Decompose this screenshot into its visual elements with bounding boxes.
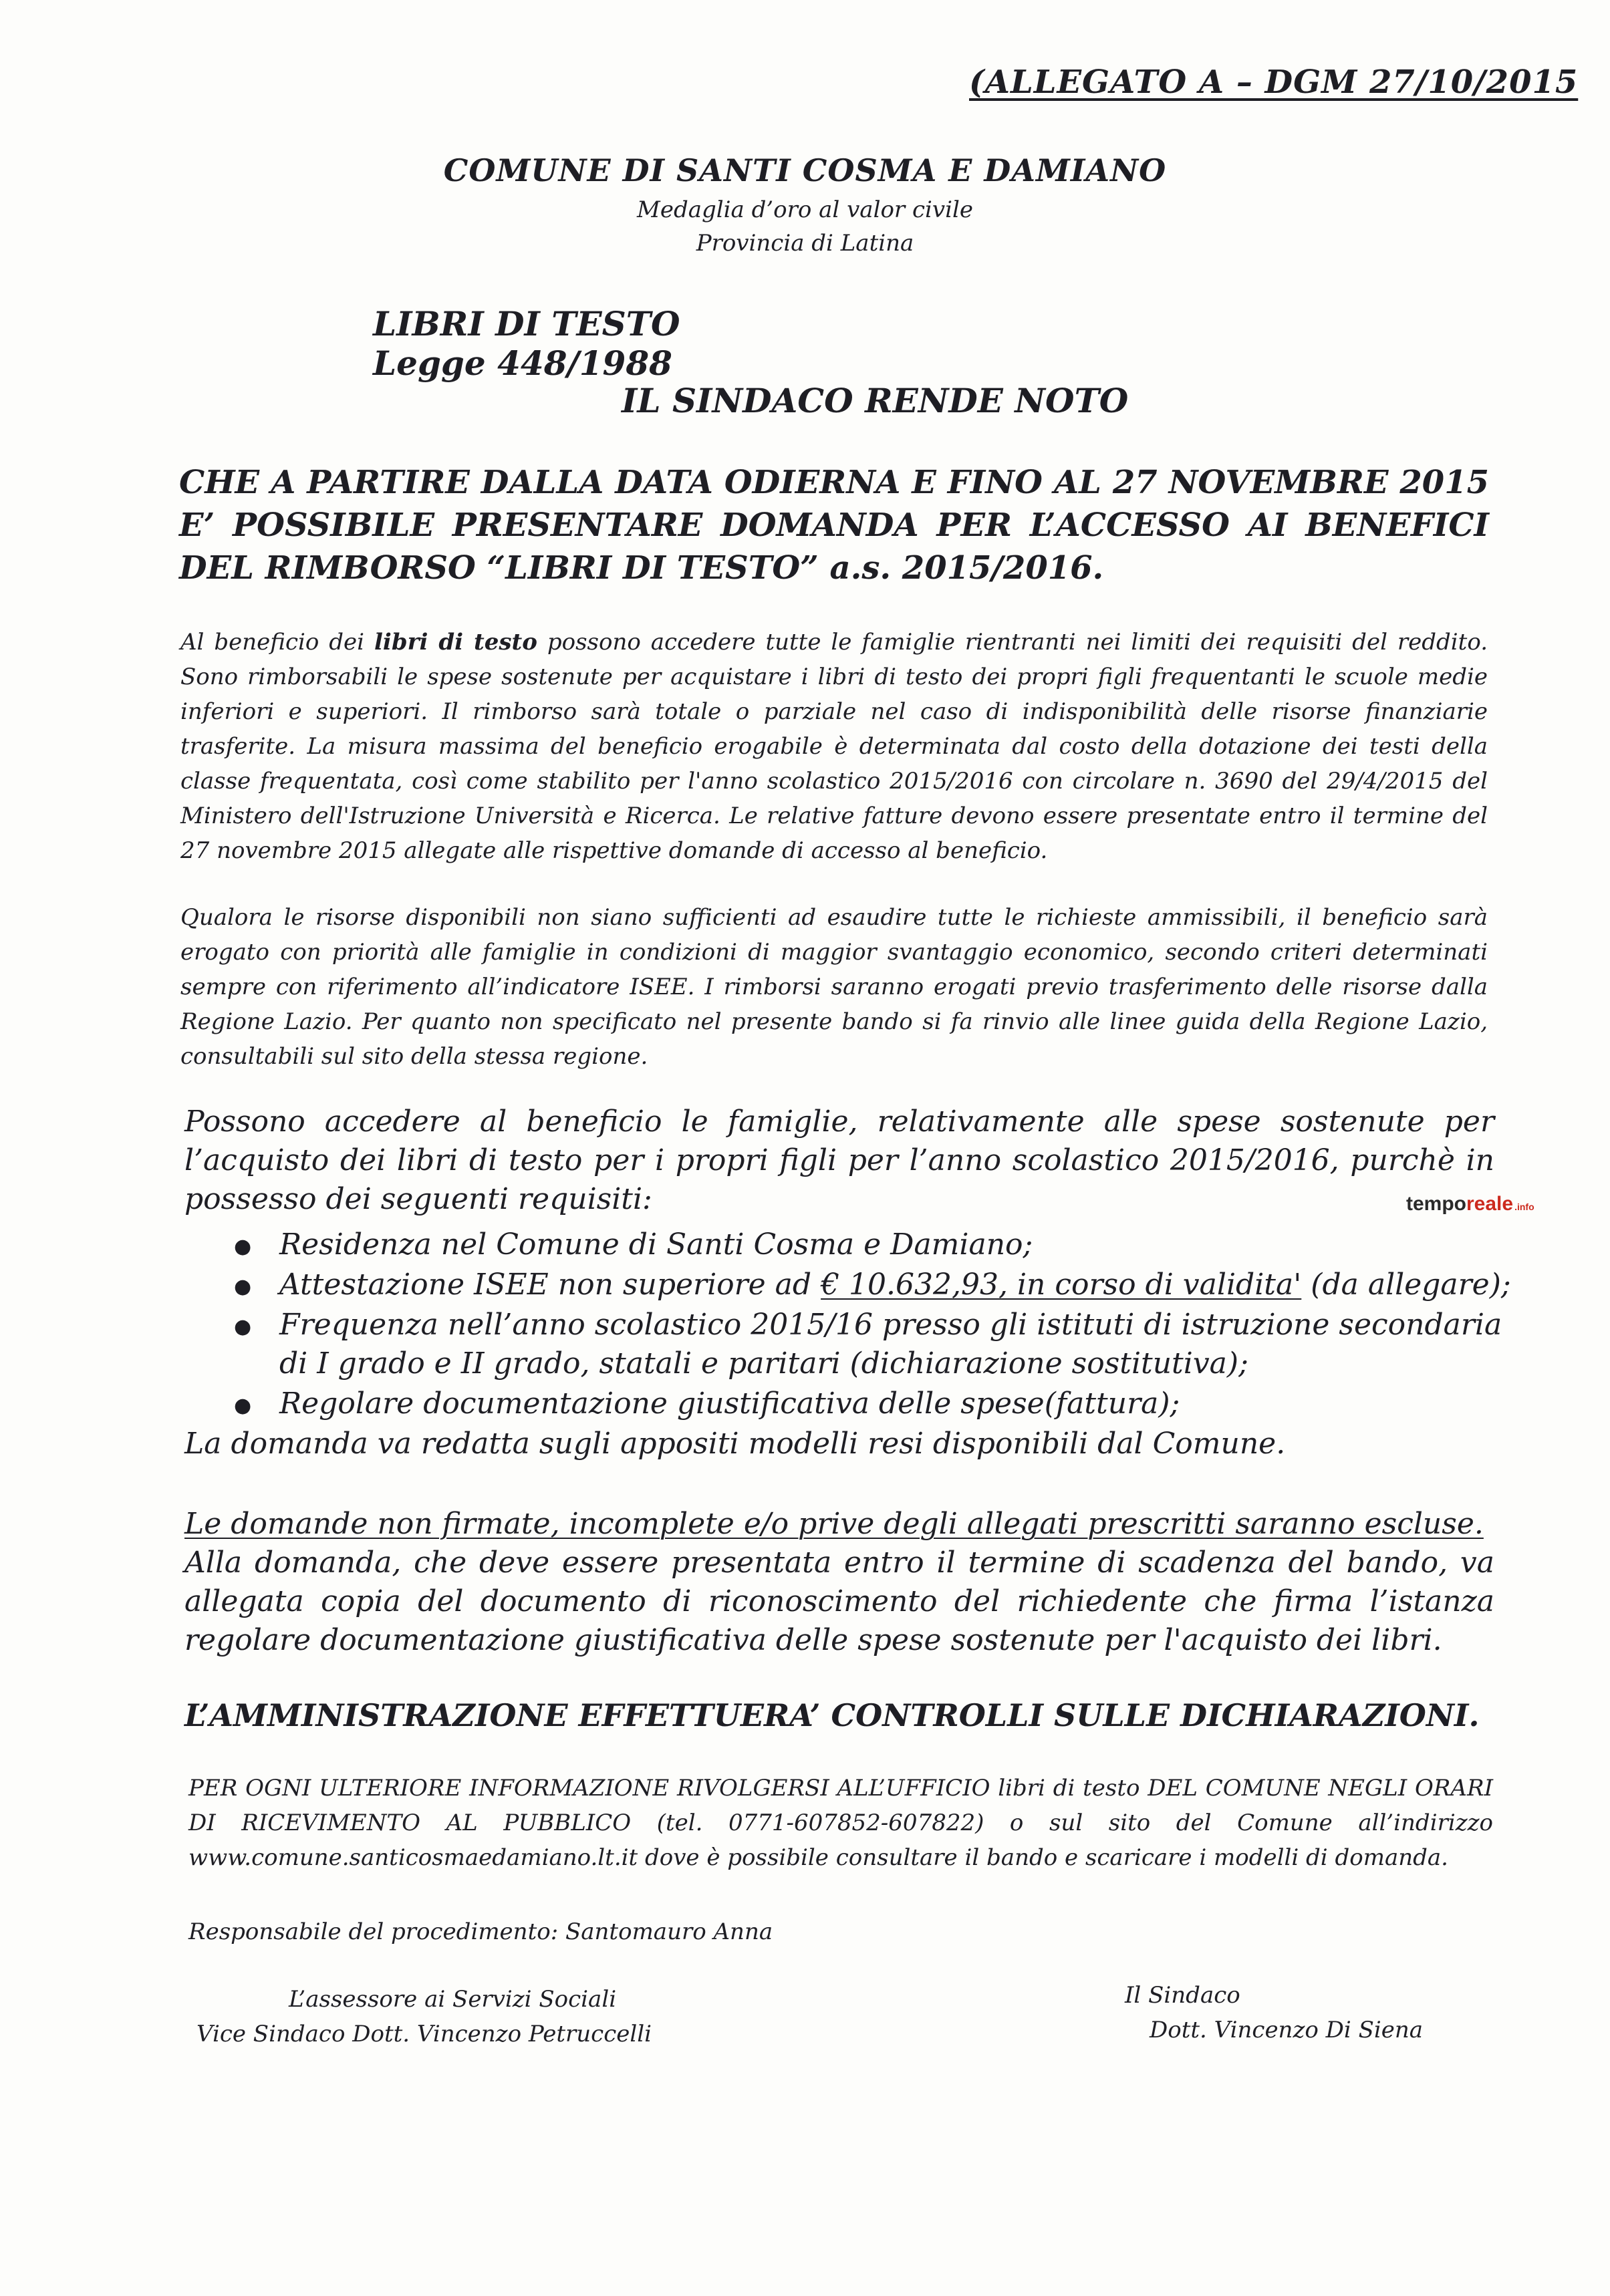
requirement-item xyxy=(234,1385,1180,1425)
exclusion-notice: Le domande non firmate, incomplete e/o prive degli allegati prescritti saranno escluse. xyxy=(184,1507,1484,1541)
benefit-paragraph-start: Al beneficio dei xyxy=(180,629,374,656)
requirement-text: Frequenza nell’anno scolastico 2015/16 presso gli istituti di istruzione secondaria xyxy=(279,1308,1502,1342)
benefit-paragraph-bold: libri di testo xyxy=(374,629,537,656)
requirements-intro: Possono accedere al beneficio le famiglie, relativamente alle spese sostenute per l’acquisto dei libri di testo per i propri figli per l’anno scolastico 2015/2016, purchè in possesso dei seguenti requisiti: xyxy=(184,1105,1494,1216)
signature-right-name: Dott. Vincenzo Di Siena xyxy=(1150,2017,1424,2043)
requirement-text: (da allegare); xyxy=(1301,1268,1511,1302)
watermark-logo-suffix: .info xyxy=(1514,1201,1534,1212)
requirement-text-continued: di I grado e II grado, statali e paritari (dichiarazione sostitutiva); xyxy=(279,1346,1248,1381)
province-subtitle: Provincia di Latina xyxy=(696,230,914,257)
requirement-item xyxy=(234,1306,1502,1346)
bullet-icon: ● xyxy=(234,1314,252,1338)
bullet-icon: ● xyxy=(234,1393,252,1417)
requirement-text: Residenza nel Comune di Santi Cosma e Damiano; xyxy=(279,1228,1033,1262)
watermark-logo xyxy=(1406,1193,1534,1215)
lead-paragraph: CHE A PARTIRE DALLA DATA ODIERNA E FINO AL 27 NOVEMBRE 2015 E’ POSSIBILE PRESENTARE DOMANDA PER L’ACCESSO AI BENEFICI DEL RIMBORSO “LIBRI DI TESTO” a.s. 2015/2016. xyxy=(179,464,1489,587)
requirement-text: Attestazione ISEE non superiore ad xyxy=(279,1268,821,1302)
signature-left-role: L’assessore ai Servizi Sociali xyxy=(289,1986,617,2013)
medal-subtitle: Medaglia d’oro al valor civile xyxy=(637,196,973,223)
controls-heading: L’AMMINISTRAZIONE EFFETTUERA’ CONTROLLI SULLE DICHIARAZIONI. xyxy=(184,1697,1480,1733)
subject-law: Legge 448/1988 xyxy=(373,343,672,383)
procedure-manager: Responsabile del procedimento: Santomauro Anna xyxy=(188,1918,773,1945)
benefit-paragraph xyxy=(180,625,1488,868)
signature-left-name: Vice Sindaco Dott. Vincenzo Petruccelli xyxy=(196,2021,652,2047)
requirement-text: Regolare documentazione giustificativa delle spese(fattura); xyxy=(279,1387,1180,1421)
requirement-item xyxy=(234,1226,1033,1266)
announcement-heading: IL SINDACO RENDE NOTO xyxy=(622,381,1129,420)
attachments-paragraph: Alla domanda, che deve essere presentata entro il termine di scadenza del bando, va allegata copia del documento di riconoscimento del richiedente che firma l’istanza regolare documentazione giustificativa delle spese sostenute per l'acquisto dei libri. xyxy=(184,1546,1494,1657)
watermark-logo-part1: tempo xyxy=(1406,1193,1466,1215)
municipality-name: COMUNE DI SANTI COSMA E DAMIANO xyxy=(443,152,1167,188)
benefit-paragraph-rest: possono accedere tutte le famiglie rientranti nei limiti dei requisiti del reddito. Sono rimborsabili le spese sostenute per acquistare i libri di testo dei propri figli frequentanti le scuole medie inferiori e superiori. Il rimborso sarà totale o parziale nel caso di indisponibilità delle risorse finanziarie trasferite. La misura massima del beneficio erogabile è determinata dal costo della dotazione dei testi della classe frequentata, così come stabilito per l'anno scolastico 2015/2016 con circolare n. 3690 del 29/4/2015 del Ministero dell'Istruzione Università e Ricerca. Le relative fatture devono essere presentate entro il termine del 27 novembre 2015 allegate alle rispettive domande di accesso al beneficio. xyxy=(180,629,1488,864)
allegato-reference: (ALLEGATO A – DGM 27/10/2015 xyxy=(969,63,1579,101)
isee-threshold: € 10.632,93, in corso di validita' xyxy=(821,1268,1302,1302)
bullet-icon: ● xyxy=(234,1234,252,1258)
priority-paragraph: Qualora le risorse disponibili non siano sufficienti ad esaudire tutte le richieste ammissibili, il beneficio sarà erogato con priorità alle famiglie in condizioni di maggior svantaggio economico, secondo criteri determinati sempre con riferimento all’indicatore ISEE. I rimborsi saranno erogati previo trasferimento delle risorse dalla Regione Lazio. Per quanto non specificato nel presente bando si fa rinvio alle linee guida della Regione Lazio, consultabili sul sito della stessa regione. xyxy=(180,904,1488,1070)
requirement-item xyxy=(234,1266,1511,1306)
subject-title: LIBRI DI TESTO xyxy=(373,304,680,343)
bullet-icon: ● xyxy=(234,1274,252,1298)
watermark-logo-part2: reale xyxy=(1466,1193,1514,1215)
info-paragraph: PER OGNI ULTERIORE INFORMAZIONE RIVOLGERSI ALL’UFFICIO libri di testo DEL COMUNE NEGLI ORARI DI RICEVIMENTO AL PUBBLICO (tel. 0771-607852-607822) o sul sito del Comune all’indirizzo www.comune.santicosmaedamiano.lt.it dove è possibile consultare il bando e scaricare i modelli di domanda. xyxy=(188,1775,1493,1871)
application-form-note: La domanda va redatta sugli appositi modelli resi disponibili dal Comune. xyxy=(184,1427,1286,1461)
signature-right-role: Il Sindaco xyxy=(1125,1982,1240,2009)
